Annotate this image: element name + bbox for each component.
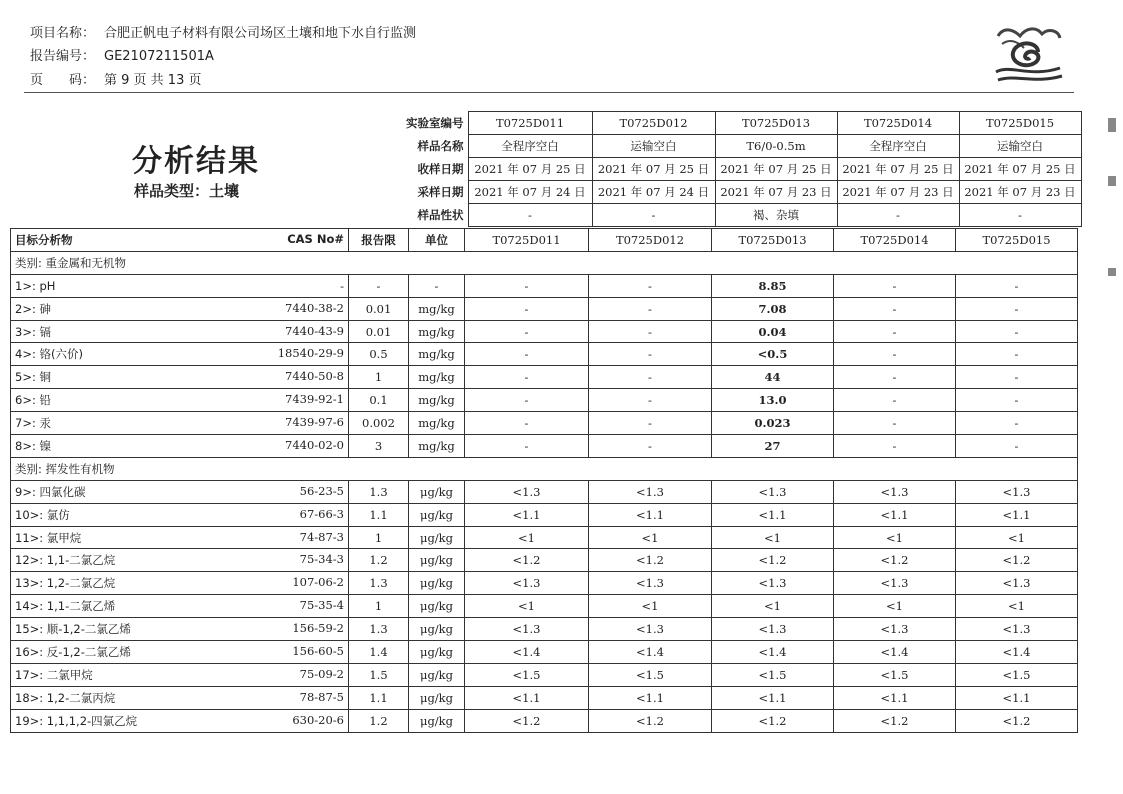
result-value: <1.4 xyxy=(465,641,589,664)
sample-info-row xyxy=(402,181,1081,204)
cas-number: 7440-50-8 xyxy=(285,369,344,384)
analyte-name: 1>: pH xyxy=(15,278,56,293)
analyte-name: 9>: 四氯化碳 xyxy=(15,484,86,499)
result-value: <1.3 xyxy=(712,572,834,595)
sample-info-value: T0725D011 xyxy=(468,112,592,135)
report-limit: 1.2 xyxy=(349,709,409,732)
table-row xyxy=(11,618,1078,641)
result-value: <1.2 xyxy=(589,709,712,732)
table-row xyxy=(11,435,1078,458)
result-value: <1.4 xyxy=(712,641,834,664)
result-value: 8.85 xyxy=(712,274,834,297)
analyte-cas-cell xyxy=(11,320,349,343)
result-value: <1 xyxy=(712,526,834,549)
result-value: - xyxy=(834,389,956,412)
analyte-cas-cell xyxy=(11,572,349,595)
sample-info-value: T0725D012 xyxy=(592,112,715,135)
page-title: 分析结果 xyxy=(132,144,260,179)
cas-number: 78-87-5 xyxy=(299,689,344,704)
report-limit: 1 xyxy=(349,526,409,549)
result-value: - xyxy=(589,389,712,412)
result-value: - xyxy=(465,412,589,435)
result-value: <1.5 xyxy=(834,663,956,686)
analyte-name: 11>: 氯甲烷 xyxy=(15,530,82,545)
result-value: <1.3 xyxy=(465,480,589,503)
result-value: <1.1 xyxy=(465,503,589,526)
sample-info-label: 实验室编号 xyxy=(406,116,464,130)
result-value: 27 xyxy=(712,435,834,458)
analyte-name: 7>: 汞 xyxy=(15,416,51,431)
result-value: <1 xyxy=(589,526,712,549)
cas-number: 7440-02-0 xyxy=(285,437,344,452)
report-limit: 1.3 xyxy=(349,480,409,503)
result-value: <1.1 xyxy=(834,503,956,526)
table-row xyxy=(11,343,1078,366)
limit-header: 报告限 xyxy=(349,229,409,252)
result-value: - xyxy=(956,389,1078,412)
result-value: <1.1 xyxy=(956,686,1078,709)
result-value: <1.4 xyxy=(589,641,712,664)
result-value: <1 xyxy=(956,595,1078,618)
cas-number: 7439-97-6 xyxy=(285,415,344,430)
sample-id-header: T0725D012 xyxy=(589,229,712,252)
category-label: 类别: 重金属和无机物 xyxy=(11,251,1078,274)
result-value: 0.04 xyxy=(712,320,834,343)
analyte-cas-cell xyxy=(11,663,349,686)
result-value: - xyxy=(589,366,712,389)
report-limit: 1.4 xyxy=(349,641,409,664)
report-limit: 1 xyxy=(349,595,409,618)
result-value: <1.1 xyxy=(465,686,589,709)
unit: μg/kg xyxy=(409,526,465,549)
result-value: <1.3 xyxy=(956,618,1078,641)
sample-info-value: 2021 年 07 月 25 日 xyxy=(468,158,592,181)
unit: μg/kg xyxy=(409,641,465,664)
unit: μg/kg xyxy=(409,709,465,732)
result-value: 44 xyxy=(712,366,834,389)
sample-info-value: - xyxy=(959,204,1081,227)
result-value: <1.1 xyxy=(589,503,712,526)
analyte-name: 16>: 反-1,2-二氯乙烯 xyxy=(15,644,131,659)
sample-id-header: T0725D013 xyxy=(712,229,834,252)
table-row xyxy=(11,572,1078,595)
analyte-name: 18>: 1,2-二氯丙烷 xyxy=(15,690,116,705)
category-row xyxy=(11,457,1078,480)
cas-number: 56-23-5 xyxy=(299,483,344,498)
result-value: - xyxy=(834,412,956,435)
unit: μg/kg xyxy=(409,686,465,709)
report-limit: 0.5 xyxy=(349,343,409,366)
result-value: <1 xyxy=(834,595,956,618)
result-value: <1 xyxy=(465,595,589,618)
result-value: <1.1 xyxy=(834,686,956,709)
cas-header: CAS No# xyxy=(287,231,344,246)
cas-number: 74-87-3 xyxy=(299,529,344,544)
analyte-name: 4>: 铬(六价) xyxy=(15,347,83,362)
scan-edge-mark xyxy=(1108,268,1116,276)
result-value: <1.5 xyxy=(589,663,712,686)
analyte-name: 12>: 1,1-二氯乙烷 xyxy=(15,553,116,568)
result-value: <1.3 xyxy=(589,618,712,641)
cas-number: 67-66-3 xyxy=(299,506,344,521)
result-value: <1.1 xyxy=(956,503,1078,526)
report-limit: - xyxy=(349,274,409,297)
project-line xyxy=(30,22,416,41)
scan-edge-mark xyxy=(1108,176,1116,186)
analyte-cas-cell xyxy=(11,343,349,366)
sample-id-header: T0725D015 xyxy=(956,229,1078,252)
analyte-cas-cell xyxy=(11,366,349,389)
result-value: - xyxy=(956,320,1078,343)
report-limit: 0.002 xyxy=(349,412,409,435)
unit: mg/kg xyxy=(409,389,465,412)
unit: - xyxy=(409,274,465,297)
report-limit: 0.1 xyxy=(349,389,409,412)
sample-id-header: T0725D011 xyxy=(465,229,589,252)
result-value: <1 xyxy=(956,526,1078,549)
result-value: <1 xyxy=(589,595,712,618)
sample-info-value: 2021 年 07 月 23 日 xyxy=(715,181,837,204)
result-value: <1.3 xyxy=(834,480,956,503)
unit: mg/kg xyxy=(409,412,465,435)
analyte-cas-header xyxy=(11,229,349,252)
table-row xyxy=(11,641,1078,664)
result-value: <1.2 xyxy=(956,549,1078,572)
result-value: <1.3 xyxy=(465,618,589,641)
result-value: - xyxy=(465,366,589,389)
sample-info-row xyxy=(402,158,1081,181)
result-value: <1.2 xyxy=(589,549,712,572)
result-value: <1.3 xyxy=(956,572,1078,595)
result-value: <1.4 xyxy=(834,641,956,664)
result-value: <1.2 xyxy=(712,549,834,572)
cas-number: 630-20-6 xyxy=(292,712,344,727)
analyte-cas-cell xyxy=(11,480,349,503)
result-value: - xyxy=(589,343,712,366)
sample-info-value: 运输空白 xyxy=(959,135,1081,158)
result-value: <1 xyxy=(712,595,834,618)
result-value: <1.3 xyxy=(589,480,712,503)
result-value: <1.1 xyxy=(712,686,834,709)
analyte-cas-cell xyxy=(11,709,349,732)
result-value: - xyxy=(834,343,956,366)
result-value: <1 xyxy=(465,526,589,549)
report-value: GE2107211501A xyxy=(104,49,214,64)
result-value: <1.2 xyxy=(834,549,956,572)
result-value: <1 xyxy=(834,526,956,549)
result-value: 13.0 xyxy=(712,389,834,412)
result-value: <1.2 xyxy=(465,709,589,732)
report-limit: 1 xyxy=(349,366,409,389)
sample-info-label: 样品名称 xyxy=(417,139,464,153)
analyte-name: 3>: 镉 xyxy=(15,324,51,339)
unit: mg/kg xyxy=(409,366,465,389)
sample-info-label: 采样日期 xyxy=(417,185,464,199)
analyte-cas-cell xyxy=(11,412,349,435)
table-row xyxy=(11,412,1078,435)
table-row xyxy=(11,503,1078,526)
unit-header: 单位 xyxy=(409,229,465,252)
sample-info-value: 2021 年 07 月 23 日 xyxy=(837,181,959,204)
unit: mg/kg xyxy=(409,297,465,320)
unit: mg/kg xyxy=(409,435,465,458)
sample-info-value: - xyxy=(837,204,959,227)
table-row xyxy=(11,389,1078,412)
sample-info-value: T0725D015 xyxy=(959,112,1081,135)
cas-number: 75-09-2 xyxy=(299,666,344,681)
table-row xyxy=(11,686,1078,709)
result-value: <1.3 xyxy=(712,618,834,641)
analyte-name: 19>: 1,1,1,2-四氯乙烷 xyxy=(15,713,138,728)
company-logo-icon xyxy=(990,22,1066,84)
result-value: 0.023 xyxy=(712,412,834,435)
result-value: - xyxy=(956,435,1078,458)
result-value: <1.5 xyxy=(956,663,1078,686)
table-row xyxy=(11,709,1078,732)
sample-info-label: 样品性状 xyxy=(417,208,464,222)
result-value: - xyxy=(589,435,712,458)
table-row xyxy=(11,663,1078,686)
analyte-cas-cell xyxy=(11,503,349,526)
report-limit: 1.3 xyxy=(349,572,409,595)
sample-info-value: 全程序空白 xyxy=(837,135,959,158)
sample-info-value: 运输空白 xyxy=(592,135,715,158)
result-value: - xyxy=(834,320,956,343)
unit: μg/kg xyxy=(409,663,465,686)
analyte-cas-cell xyxy=(11,389,349,412)
result-value: - xyxy=(589,297,712,320)
cas-number: 18540-29-9 xyxy=(277,346,344,361)
analyte-cas-cell xyxy=(11,686,349,709)
result-value: - xyxy=(589,320,712,343)
analyte-cas-cell xyxy=(11,526,349,549)
sample-info-label: 收样日期 xyxy=(417,162,464,176)
report-limit: 1.3 xyxy=(349,618,409,641)
sample-info-row xyxy=(402,112,1081,135)
report-limit: 3 xyxy=(349,435,409,458)
result-value: <1.4 xyxy=(956,641,1078,664)
result-value: <0.5 xyxy=(712,343,834,366)
analyte-name: 14>: 1,1-二氯乙烯 xyxy=(15,599,116,614)
table-row xyxy=(11,549,1078,572)
sample-info-value: 2021 年 07 月 25 日 xyxy=(592,158,715,181)
header-divider xyxy=(24,92,1074,93)
cas-number: 107-06-2 xyxy=(292,575,344,590)
result-value: <1.3 xyxy=(834,572,956,595)
result-value: - xyxy=(956,274,1078,297)
table-row xyxy=(11,595,1078,618)
result-value: - xyxy=(589,412,712,435)
project-value: 合肥正帆电子材料有限公司场区土壤和地下水自行监测 xyxy=(104,26,417,41)
analyte-cas-cell xyxy=(11,549,349,572)
result-value: - xyxy=(465,320,589,343)
result-value: <1.3 xyxy=(834,618,956,641)
sample-info-row xyxy=(402,204,1081,227)
cas-number: - xyxy=(340,278,344,293)
sample-info-value: 2021 年 07 月 25 日 xyxy=(715,158,837,181)
result-value: - xyxy=(834,435,956,458)
result-value: <1.2 xyxy=(712,709,834,732)
result-value: <1.3 xyxy=(465,572,589,595)
cas-number: 156-60-5 xyxy=(292,643,344,658)
result-value: - xyxy=(465,435,589,458)
sample-info-value: 2021 年 07 月 25 日 xyxy=(837,158,959,181)
cas-number: 75-35-4 xyxy=(299,598,344,613)
result-value: - xyxy=(465,297,589,320)
cas-number: 7440-43-9 xyxy=(285,323,344,338)
analyte-cas-cell xyxy=(11,274,349,297)
result-value: - xyxy=(834,366,956,389)
cas-number: 7439-92-1 xyxy=(285,392,344,407)
category-label: 类别: 挥发性有机物 xyxy=(11,457,1078,480)
result-value: <1.3 xyxy=(589,572,712,595)
analyte-name: 8>: 镍 xyxy=(15,438,51,453)
report-line xyxy=(30,45,214,64)
cas-number: 7440-38-2 xyxy=(285,300,344,315)
sample-info-value: 2021 年 07 月 24 日 xyxy=(592,181,715,204)
sample-info-value: T6/0-0.5m xyxy=(715,135,837,158)
result-value: <1.5 xyxy=(465,663,589,686)
result-value: - xyxy=(956,343,1078,366)
scan-edge-mark xyxy=(1108,118,1116,132)
result-value: <1.1 xyxy=(589,686,712,709)
report-limit: 1.2 xyxy=(349,549,409,572)
results-table xyxy=(10,228,1078,733)
unit: μg/kg xyxy=(409,549,465,572)
category-row xyxy=(11,251,1078,274)
table-row xyxy=(11,320,1078,343)
result-value: - xyxy=(834,297,956,320)
analyte-cas-cell xyxy=(11,595,349,618)
sample-info-value: - xyxy=(592,204,715,227)
result-value: - xyxy=(956,412,1078,435)
sample-id-header: T0725D014 xyxy=(834,229,956,252)
result-value: <1.1 xyxy=(712,503,834,526)
unit: mg/kg xyxy=(409,320,465,343)
analyte-name: 10>: 氯仿 xyxy=(15,507,70,522)
result-value: <1.2 xyxy=(834,709,956,732)
report-limit: 0.01 xyxy=(349,297,409,320)
analyte-name: 2>: 砷 xyxy=(15,301,51,316)
result-value: 7.08 xyxy=(712,297,834,320)
sample-info-value: 褐、杂填 xyxy=(715,204,837,227)
page-value: 第 9 页 共 13 页 xyxy=(104,73,202,88)
report-limit: 0.01 xyxy=(349,320,409,343)
unit: μg/kg xyxy=(409,618,465,641)
result-value: <1.2 xyxy=(465,549,589,572)
unit: μg/kg xyxy=(409,480,465,503)
report-limit: 1.1 xyxy=(349,686,409,709)
page-line xyxy=(30,69,201,88)
sample-info-value: T0725D014 xyxy=(837,112,959,135)
sample-info-table xyxy=(402,111,1082,227)
cas-number: 75-34-3 xyxy=(299,552,344,567)
result-value: - xyxy=(834,274,956,297)
table-row xyxy=(11,480,1078,503)
cas-number: 156-59-2 xyxy=(292,621,344,636)
result-value: - xyxy=(465,343,589,366)
result-value: <1.2 xyxy=(956,709,1078,732)
analyte-header: 目标分析物 xyxy=(15,232,73,247)
analyte-cas-cell xyxy=(11,618,349,641)
result-value: <1.3 xyxy=(956,480,1078,503)
sample-info-value: 2021 年 07 月 24 日 xyxy=(468,181,592,204)
result-value: - xyxy=(956,297,1078,320)
sample-info-value: T0725D013 xyxy=(715,112,837,135)
analyte-cas-cell xyxy=(11,435,349,458)
result-value: <1.3 xyxy=(712,480,834,503)
report-label: 报告编号： xyxy=(30,49,96,64)
analyte-cas-cell xyxy=(11,297,349,320)
report-limit: 1.5 xyxy=(349,663,409,686)
table-row xyxy=(11,274,1078,297)
result-value: <1.5 xyxy=(712,663,834,686)
unit: μg/kg xyxy=(409,503,465,526)
unit: mg/kg xyxy=(409,343,465,366)
analyte-name: 15>: 顺-1,2-二氯乙烯 xyxy=(15,622,131,637)
analyte-name: 17>: 二氯甲烷 xyxy=(15,667,93,682)
table-row xyxy=(11,297,1078,320)
analyte-cas-cell xyxy=(11,641,349,664)
results-header-row xyxy=(11,229,1078,252)
report-limit: 1.1 xyxy=(349,503,409,526)
sample-info-value: 2021 年 07 月 25 日 xyxy=(959,158,1081,181)
sample-info-value: - xyxy=(468,204,592,227)
table-row xyxy=(11,366,1078,389)
sample-info-value: 2021 年 07 月 23 日 xyxy=(959,181,1081,204)
page-label: 页 码： xyxy=(30,73,96,88)
result-value: - xyxy=(589,274,712,297)
sample-info-value: 全程序空白 xyxy=(468,135,592,158)
result-value: - xyxy=(465,274,589,297)
result-value: - xyxy=(465,389,589,412)
analyte-name: 6>: 铅 xyxy=(15,393,51,408)
table-row xyxy=(11,526,1078,549)
sample-info-row xyxy=(402,135,1081,158)
unit: μg/kg xyxy=(409,595,465,618)
unit: μg/kg xyxy=(409,572,465,595)
analyte-name: 13>: 1,2-二氯乙烷 xyxy=(15,576,116,591)
result-value: - xyxy=(956,366,1078,389)
analyte-name: 5>: 铜 xyxy=(15,370,51,385)
sample-type: 样品类型：土壤 xyxy=(134,182,240,200)
project-label: 项目名称： xyxy=(30,26,96,41)
